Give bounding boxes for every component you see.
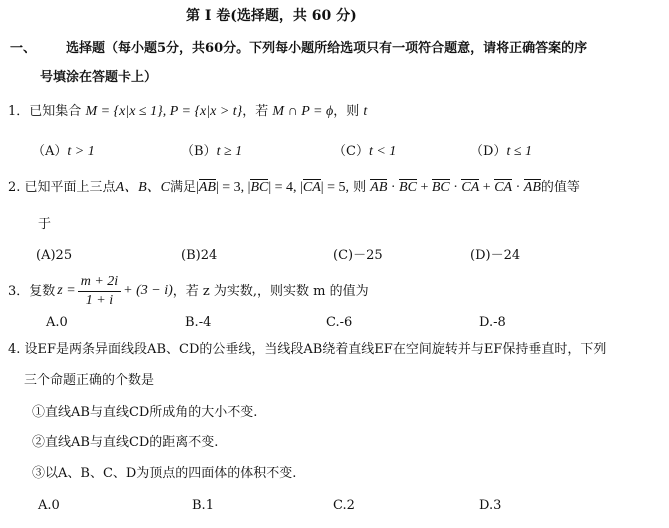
question-number: 3． <box>8 283 30 299</box>
option-label: （D） <box>470 144 507 159</box>
section-header-line2: 号填涂在答题卡上） <box>40 70 158 85</box>
question-3-option-a[interactable] <box>46 316 68 329</box>
section-header-number: 一、 <box>10 41 37 56</box>
option-expr: t < 1 <box>368 144 397 159</box>
option-value: 25 <box>55 248 73 263</box>
fraction-denominator: 1 + i <box>85 292 114 308</box>
question-1-option-a[interactable] <box>32 145 95 159</box>
option-value: 24 <box>200 248 218 263</box>
vector-ca: CA <box>302 180 321 195</box>
option-value: -8 <box>493 315 506 330</box>
stem-text: 已知平面上三点 <box>24 180 116 195</box>
math-set-definition: M = {x|x ≤ 1}, P = {x|x > t} <box>85 104 243 119</box>
question-4-statement-2: ②直线AB与直线CD的距离不变. <box>32 435 219 450</box>
option-label: (C) <box>333 248 354 263</box>
vector-ab: AB <box>198 180 216 195</box>
question-2-wrap: 于 <box>38 217 52 232</box>
option-value: -6 <box>339 315 353 330</box>
dot-operator: · <box>449 180 462 195</box>
option-value: 2 <box>346 498 355 513</box>
option-label: A. <box>38 498 52 513</box>
option-label: D. <box>479 498 494 513</box>
question-number: 1． <box>8 104 30 119</box>
question-1-option-b[interactable] <box>181 145 242 159</box>
dot-operator: · <box>512 180 524 195</box>
question-4-statement-1: ①直线AB与直线CD所成角的大小不变. <box>32 405 258 420</box>
section-header-line1: 选择题（每小题5分，共60分。下列每小题所给选项只有一项符合题意，请将正确答案的序 <box>66 41 588 56</box>
plus-operator: + <box>416 180 432 195</box>
option-label: B. <box>185 315 199 330</box>
math-text: | = 4, | <box>268 180 303 195</box>
option-label: (D) <box>470 248 491 263</box>
stem-text: 复数 <box>29 283 56 299</box>
fraction-numerator: m + 2i <box>78 275 121 292</box>
stem-text: 满足 <box>170 180 197 195</box>
option-label: (B) <box>181 248 201 263</box>
question-3-stem <box>8 271 369 311</box>
question-2-option-b[interactable] <box>181 249 217 262</box>
question-4-stem-line1 <box>8 343 606 356</box>
question-1-option-c[interactable] <box>333 145 396 159</box>
stem-text: ，则 <box>333 104 360 119</box>
option-value: 1 <box>205 498 214 513</box>
question-4-option-d[interactable] <box>479 499 501 512</box>
question-3-option-d[interactable] <box>479 316 506 329</box>
question-2-option-c[interactable] <box>333 249 383 262</box>
vector-bc: BC <box>399 180 417 195</box>
math-addend: + (3 − i) <box>123 283 173 298</box>
question-2-option-d[interactable] <box>470 249 520 262</box>
question-4-option-b[interactable] <box>192 499 214 512</box>
question-2-option-a[interactable] <box>36 249 72 262</box>
option-value: 0 <box>59 315 68 330</box>
question-4-statement-3: ③以A、B、C、D为顶点的四面体的体积不变. <box>32 466 297 481</box>
option-value: 0 <box>51 498 60 513</box>
math-z-equals: z = <box>57 283 76 298</box>
vector-ca: CA <box>494 180 513 195</box>
question-1-stem <box>8 105 367 119</box>
option-expr: t ≥ 1 <box>216 144 243 159</box>
question-4-option-a[interactable] <box>38 499 60 512</box>
stem-text: ，若 <box>242 104 269 119</box>
question-2-stem <box>8 181 580 195</box>
vector-ca: CA <box>461 180 480 195</box>
stem-text: ，若 z 为实数,，则实数 m 的值为 <box>172 283 369 299</box>
dot-operator: · <box>387 180 400 195</box>
option-label: D. <box>479 315 494 330</box>
math-points: A、B、C <box>115 180 171 195</box>
math-variable: t <box>363 104 368 119</box>
question-number: 4. <box>8 342 21 357</box>
option-label: (A) <box>36 248 56 263</box>
option-label: C. <box>326 315 340 330</box>
option-label: （B） <box>181 144 217 159</box>
plus-operator: + <box>479 180 495 195</box>
question-3-option-c[interactable] <box>326 316 352 329</box>
vector-ab: AB <box>370 180 388 195</box>
option-label: C. <box>333 498 347 513</box>
option-expr: t ≤ 1 <box>506 144 533 159</box>
stem-text: 已知集合 <box>29 104 82 119</box>
stem-text: 设EF是两条异面线段AB、CD的公垂线，当线段AB绕着直线EF在空间旋转并与EF保持垂直时，下列 <box>24 342 607 357</box>
option-label: （C） <box>333 144 369 159</box>
math-condition: M ∩ P = ϕ <box>272 104 334 119</box>
stem-text: 的值等 <box>540 180 580 195</box>
question-4-stem-line2: 三个命题正确的个数是 <box>24 373 155 388</box>
option-value: －24 <box>490 248 521 263</box>
math-text: | = 3, | <box>215 180 251 195</box>
question-3-option-b[interactable] <box>185 316 211 329</box>
section-title: 第 I 卷(选择题，共 60 分) <box>186 8 357 24</box>
vector-ab: AB <box>523 180 541 195</box>
option-expr: t > 1 <box>67 144 95 159</box>
vector-bc: BC <box>431 180 450 195</box>
option-value: -4 <box>198 315 212 330</box>
vector-bc: BC <box>250 180 269 195</box>
stem-text: 则 <box>353 180 367 195</box>
option-value: －25 <box>353 248 383 263</box>
question-number: 2. <box>8 180 21 195</box>
option-label: A. <box>46 315 60 330</box>
fraction <box>78 275 121 308</box>
math-abs-open: | <box>196 180 199 195</box>
question-1-option-d[interactable] <box>470 145 532 159</box>
option-value: 3 <box>493 498 502 513</box>
math-text: | = 5, <box>320 180 349 195</box>
option-label: （A） <box>32 144 68 159</box>
option-label: B. <box>192 498 206 513</box>
question-4-option-c[interactable] <box>333 499 355 512</box>
